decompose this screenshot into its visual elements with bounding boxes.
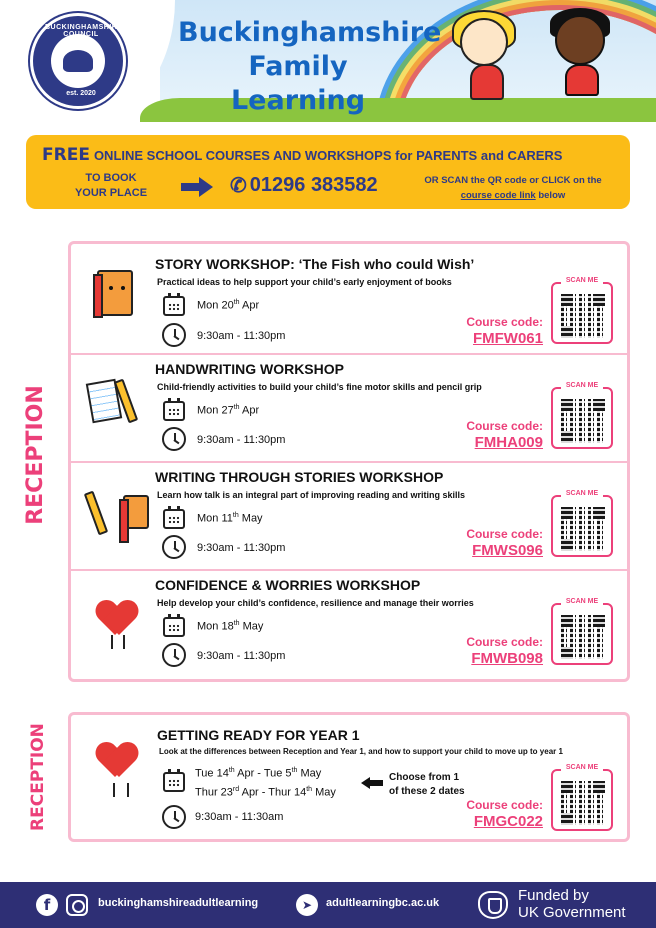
date-option-1: Tue 14th Apr - Tue 5th May: [195, 767, 322, 780]
clock-icon: [162, 643, 186, 667]
choose-dates-note: Choose from 1 of these 2 dates: [389, 772, 465, 797]
reception-side-label: RECEPTION: [23, 385, 48, 525]
qr-code[interactable]: SCAN ME: [551, 282, 613, 344]
calendar-icon: [163, 401, 185, 421]
course-code-link[interactable]: FMWB098: [471, 650, 543, 667]
calendar-icon: [163, 509, 185, 529]
course-code-label: Course code:: [466, 315, 543, 329]
calendar-icon: [163, 772, 185, 792]
workshop-title: STORY WORKSHOP: ‘The Fish who could Wish’: [155, 256, 475, 272]
arrow-left-icon: [361, 777, 381, 789]
workshop-description: Look at the differences between Reception and Year 1, and how to support your child to move up to year 1: [159, 747, 563, 756]
clock-icon: [162, 805, 186, 829]
council-logo: BUCKINGHAMSHIRE COUNCIL est. 2020: [30, 13, 126, 109]
qr-code[interactable]: SCAN ME: [551, 495, 613, 557]
clock-icon: [162, 323, 186, 347]
phone-number[interactable]: ✆ 01296 383582: [230, 174, 378, 197]
qr-code-icon: [561, 507, 605, 551]
header: [0, 0, 656, 122]
scan-instructions: OR SCAN the QR code or CLICK on the course code link below: [424, 175, 602, 201]
workshop-row: [71, 244, 627, 355]
website-link[interactable]: adultlearningbc.ac.uk: [326, 897, 440, 909]
arrow-right-icon: [181, 179, 215, 195]
government-crest-icon: [478, 891, 508, 919]
phone-icon: ✆: [230, 175, 247, 197]
course-code-link[interactable]: FMWS096: [472, 542, 543, 559]
funded-by-label: Funded by UK Government: [518, 887, 626, 921]
qr-code-icon: [561, 294, 605, 338]
qr-code[interactable]: SCAN ME: [551, 387, 613, 449]
workshop-row: [71, 355, 627, 463]
workshop-title: GETTING READY FOR YEAR 1: [157, 727, 360, 743]
course-code-link[interactable]: FMFW061: [472, 330, 543, 347]
course-code-label: Course code:: [466, 635, 543, 649]
to-book-label: TO BOOK YOUR PLACE: [74, 172, 148, 199]
course-code-link-text: course code link: [460, 190, 536, 201]
course-code-label: Course code:: [466, 527, 543, 541]
workshop-description: Help develop your child’s confidence, resilience and manage their worries: [157, 598, 474, 608]
banner-headline: ONLINE SCHOOL COURSES AND WORKSHOPS for PARENTS and CARERS: [93, 148, 563, 163]
workshop-list: [68, 241, 630, 682]
calendar-icon: [163, 296, 185, 316]
workshop-date: Mon 18th May: [197, 620, 264, 633]
clock-icon: [162, 535, 186, 559]
page-title: Buckinghamshire Family Learning: [178, 17, 442, 116]
course-code-label: Course code:: [466, 798, 543, 812]
workshop-description: Practical ideas to help support your child’s early enjoyment of books: [157, 277, 452, 287]
qr-code[interactable]: SCAN ME: [551, 603, 613, 665]
workshop-title: WRITING THROUGH STORIES WORKSHOP: [155, 469, 444, 485]
workshop-time: 9:30am - 11:30pm: [197, 650, 286, 662]
workshop-row: [71, 463, 627, 571]
tree-icon: [63, 50, 93, 72]
workshop-date: Mon 20th Apr: [197, 299, 260, 312]
date-option-2: Thur 23rd Apr - Thur 14th May: [195, 786, 336, 799]
year1-workshop: [68, 712, 630, 842]
calendar-icon: [163, 617, 185, 637]
workshop-row: [71, 571, 627, 679]
booking-banner: [26, 135, 630, 209]
qr-code[interactable]: SCAN ME: [551, 769, 613, 831]
workshop-date: Mon 27th Apr: [197, 404, 260, 417]
free-label: FREE: [42, 145, 90, 165]
clock-icon: [162, 427, 186, 451]
workshop-description: Child-friendly activities to build your child’s fine motor skills and pencil grip: [157, 382, 482, 392]
reception-side-label-2: RECEPTION: [28, 723, 48, 831]
workshop-time: 9:30am - 11:30am: [195, 811, 284, 823]
qr-code-icon: [561, 399, 605, 443]
qr-code-icon: [561, 615, 605, 659]
workshop-time: 9:30am - 11:30pm: [197, 434, 286, 446]
footer: [0, 882, 656, 928]
workshop-time: 9:30am - 11:30pm: [197, 330, 286, 342]
workshop-title: CONFIDENCE & WORRIES WORKSHOP: [155, 577, 421, 593]
social-handle[interactable]: buckinghamshireadultlearning: [98, 897, 259, 909]
workshop-time: 9:30am - 11:30pm: [197, 542, 286, 554]
workshop-title: HANDWRITING WORKSHOP: [155, 361, 344, 377]
cursor-icon: ➤: [296, 894, 318, 916]
qr-code-icon: [561, 781, 605, 825]
instagram-icon[interactable]: [66, 894, 88, 916]
workshop-description: Learn how talk is an integral part of improving reading and writing skills: [157, 490, 466, 500]
course-code-label: Course code:: [466, 419, 543, 433]
course-code-link[interactable]: FMHA009: [474, 434, 543, 451]
workshop-date: Mon 11th May: [197, 512, 263, 525]
facebook-icon[interactable]: f: [36, 894, 58, 916]
course-code-link[interactable]: FMGC022: [473, 813, 543, 830]
